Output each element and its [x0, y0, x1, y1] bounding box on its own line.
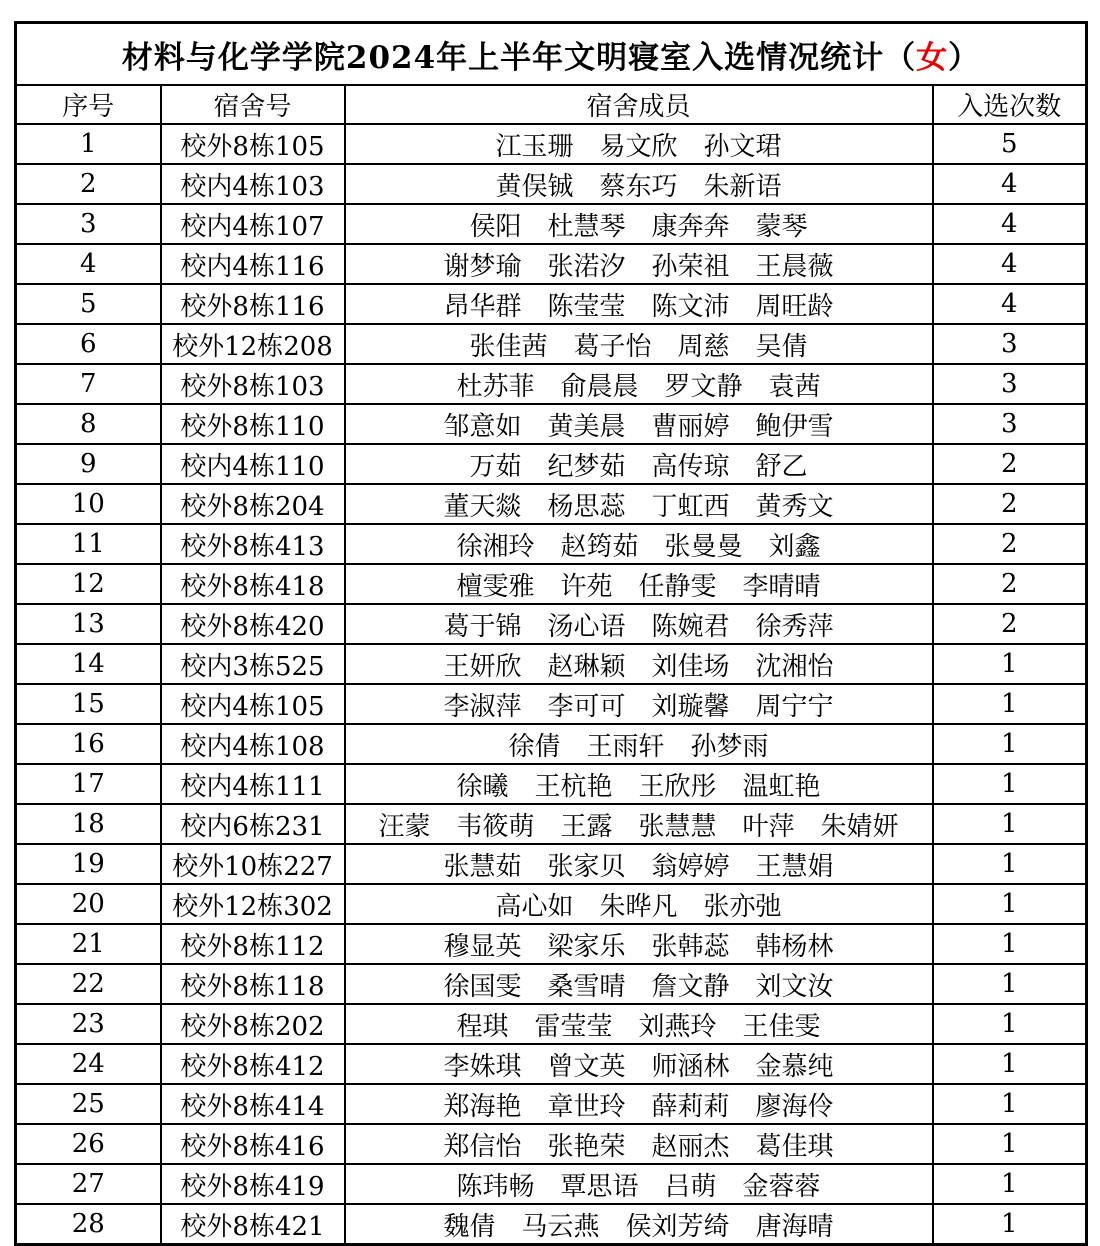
cell-index: 1 [16, 124, 161, 164]
page-title [16, 23, 1087, 86]
cell-index: 11 [16, 524, 161, 564]
table-row [16, 964, 1087, 1004]
cell-index: 10 [16, 484, 161, 524]
cell-index: 5 [16, 284, 161, 324]
cell-count: 1 [933, 964, 1087, 1004]
cell-room: 校外12栋302 [161, 884, 345, 924]
cell-count: 1 [933, 804, 1087, 844]
cell-members: 徐湘玲 赵筠茹 张曼曼 刘鑫 [345, 524, 933, 564]
cell-members: 王妍欣 赵琳颖 刘佳场 沈湘怡 [345, 644, 933, 684]
table-row [16, 1004, 1087, 1044]
cell-index: 20 [16, 884, 161, 924]
cell-room: 校外8栋414 [161, 1084, 345, 1124]
cell-count: 2 [933, 604, 1087, 644]
table-row [16, 284, 1087, 324]
cell-count: 1 [933, 764, 1087, 804]
table-row [16, 164, 1087, 204]
cell-room: 校外8栋204 [161, 484, 345, 524]
cell-room: 校内4栋111 [161, 764, 345, 804]
cell-members: 汪蒙 韦筱萌 王露 张慧慧 叶萍 朱婧妍 [345, 804, 933, 844]
cell-index: 13 [16, 604, 161, 644]
table-row [16, 844, 1087, 884]
cell-room: 校外8栋110 [161, 404, 345, 444]
cell-members: 穆显英 梁家乐 张韩蕊 韩杨林 [345, 924, 933, 964]
table-row [16, 324, 1087, 364]
cell-members: 徐曦 王杭艳 王欣彤 温虹艳 [345, 764, 933, 804]
table-row [16, 244, 1087, 284]
cell-count: 4 [933, 244, 1087, 284]
cell-count: 4 [933, 164, 1087, 204]
table-row [16, 364, 1087, 404]
cell-count: 2 [933, 524, 1087, 564]
cell-index: 17 [16, 764, 161, 804]
cell-room: 校外8栋112 [161, 924, 345, 964]
table-row [16, 884, 1087, 924]
cell-index: 25 [16, 1084, 161, 1124]
table-row [16, 444, 1087, 484]
cell-members: 葛于锦 汤心语 陈婉君 徐秀萍 [345, 604, 933, 644]
table-row [16, 404, 1087, 444]
cell-index: 12 [16, 564, 161, 604]
cell-count: 1 [933, 844, 1087, 884]
cell-members: 李淑萍 李可可 刘璇馨 周宁宁 [345, 684, 933, 724]
cell-index: 7 [16, 364, 161, 404]
cell-members: 魏倩 马云燕 侯刘芳绮 唐海晴 [345, 1204, 933, 1245]
cell-members: 张佳茜 葛子怡 周慈 吴倩 [345, 324, 933, 364]
cell-index: 8 [16, 404, 161, 444]
cell-room: 校内4栋110 [161, 444, 345, 484]
dorm-stat-table [14, 21, 1088, 1246]
cell-room: 校外8栋419 [161, 1164, 345, 1204]
cell-room: 校外12栋208 [161, 324, 345, 364]
cell-count: 1 [933, 1164, 1087, 1204]
table-row [16, 124, 1087, 164]
header-room: 宿舍号 [161, 85, 345, 124]
cell-index: 2 [16, 164, 161, 204]
cell-count: 1 [933, 884, 1087, 924]
table-row [16, 804, 1087, 844]
table-row [16, 684, 1087, 724]
cell-index: 3 [16, 204, 161, 244]
cell-members: 杜苏菲 俞晨晨 罗文静 袁茜 [345, 364, 933, 404]
cell-room: 校内4栋108 [161, 724, 345, 764]
cell-index: 14 [16, 644, 161, 684]
table-row [16, 564, 1087, 604]
table-row [16, 644, 1087, 684]
cell-room: 校外8栋105 [161, 124, 345, 164]
title-prefix: 材料与化学学院2024年上半年文明寝室入选情况统计（ [121, 39, 917, 76]
cell-room: 校外8栋116 [161, 284, 345, 324]
cell-index: 24 [16, 1044, 161, 1084]
table-row [16, 1044, 1087, 1084]
cell-count: 1 [933, 1124, 1087, 1164]
cell-members: 万茹 纪梦茹 高传琼 舒乙 [345, 444, 933, 484]
cell-count: 1 [933, 684, 1087, 724]
table-row [16, 724, 1087, 764]
title-suffix: ） [948, 39, 981, 76]
title-row [16, 23, 1087, 86]
cell-room: 校外8栋202 [161, 1004, 345, 1044]
cell-count: 1 [933, 1204, 1087, 1245]
cell-members: 邹意如 黄美晨 曹丽婷 鲍伊雪 [345, 404, 933, 444]
cell-count: 3 [933, 404, 1087, 444]
cell-index: 4 [16, 244, 161, 284]
cell-index: 23 [16, 1004, 161, 1044]
cell-index: 15 [16, 684, 161, 724]
cell-members: 江玉珊 易文欣 孙文珺 [345, 124, 933, 164]
cell-count: 1 [933, 644, 1087, 684]
cell-count: 4 [933, 284, 1087, 324]
cell-members: 昂华群 陈莹莹 陈文沛 周旺龄 [345, 284, 933, 324]
cell-count: 2 [933, 564, 1087, 604]
cell-index: 28 [16, 1204, 161, 1245]
cell-count: 1 [933, 1044, 1087, 1084]
cell-index: 6 [16, 324, 161, 364]
cell-members: 程琪 雷莹莹 刘燕玲 王佳雯 [345, 1004, 933, 1044]
cell-room: 校内4栋107 [161, 204, 345, 244]
header-index: 序号 [16, 85, 161, 124]
table-row [16, 524, 1087, 564]
table-row [16, 204, 1087, 244]
cell-count: 4 [933, 204, 1087, 244]
table-row [16, 484, 1087, 524]
table-row [16, 924, 1087, 964]
cell-index: 18 [16, 804, 161, 844]
cell-count: 2 [933, 444, 1087, 484]
cell-room: 校外8栋420 [161, 604, 345, 644]
cell-room: 校外8栋418 [161, 564, 345, 604]
cell-room: 校外8栋412 [161, 1044, 345, 1084]
cell-room: 校外8栋103 [161, 364, 345, 404]
cell-room: 校外8栋118 [161, 964, 345, 1004]
cell-members: 郑海艳 章世玲 薛莉莉 廖海伶 [345, 1084, 933, 1124]
cell-room: 校外8栋421 [161, 1204, 345, 1245]
cell-members: 李姝琪 曾文英 师涵林 金慕纯 [345, 1044, 933, 1084]
table-row [16, 604, 1087, 644]
cell-room: 校内3栋525 [161, 644, 345, 684]
cell-count: 2 [933, 484, 1087, 524]
table-row [16, 1204, 1087, 1245]
cell-room: 校内4栋105 [161, 684, 345, 724]
cell-count: 3 [933, 364, 1087, 404]
header-members: 宿舍成员 [345, 85, 933, 124]
cell-members: 侯阳 杜慧琴 康奔奔 蒙琴 [345, 204, 933, 244]
cell-count: 3 [933, 324, 1087, 364]
cell-members: 徐国雯 桑雪晴 詹文静 刘文汝 [345, 964, 933, 1004]
cell-room: 校内6栋231 [161, 804, 345, 844]
cell-count: 1 [933, 924, 1087, 964]
title-highlight: 女 [916, 39, 949, 76]
cell-count: 1 [933, 724, 1087, 764]
cell-members: 徐倩 王雨轩 孙梦雨 [345, 724, 933, 764]
cell-index: 22 [16, 964, 161, 1004]
cell-room: 校外8栋416 [161, 1124, 345, 1164]
cell-members: 郑信怡 张艳荣 赵丽杰 葛佳琪 [345, 1124, 933, 1164]
cell-room: 校外8栋413 [161, 524, 345, 564]
cell-members: 董天燚 杨思蕊 丁虹西 黄秀文 [345, 484, 933, 524]
table-body [16, 124, 1087, 1245]
cell-index: 27 [16, 1164, 161, 1204]
cell-count: 1 [933, 1004, 1087, 1044]
table-row [16, 1124, 1087, 1164]
document-sheet [0, 21, 1100, 1242]
cell-members: 张慧茹 张家贝 翁婷婷 王慧娟 [345, 844, 933, 884]
table-row [16, 1164, 1087, 1204]
cell-index: 21 [16, 924, 161, 964]
cell-index: 19 [16, 844, 161, 884]
cell-room: 校外10栋227 [161, 844, 345, 884]
cell-count: 5 [933, 124, 1087, 164]
cell-members: 檀雯雅 许苑 任静雯 李晴晴 [345, 564, 933, 604]
header-count: 入选次数 [933, 85, 1087, 124]
cell-members: 谢梦瑜 张渃汐 孙荣祖 王晨薇 [345, 244, 933, 284]
cell-index: 16 [16, 724, 161, 764]
cell-members: 黄俣铖 蔡东巧 朱新语 [345, 164, 933, 204]
table-row [16, 1084, 1087, 1124]
cell-room: 校内4栋116 [161, 244, 345, 284]
table-row [16, 764, 1087, 804]
cell-index: 26 [16, 1124, 161, 1164]
cell-room: 校内4栋103 [161, 164, 345, 204]
cell-index: 9 [16, 444, 161, 484]
cell-members: 陈玮畅 覃思语 吕萌 金蓉蓉 [345, 1164, 933, 1204]
cell-members: 高心如 朱晔凡 张亦弛 [345, 884, 933, 924]
cell-count: 1 [933, 1084, 1087, 1124]
header-row [16, 85, 1087, 124]
